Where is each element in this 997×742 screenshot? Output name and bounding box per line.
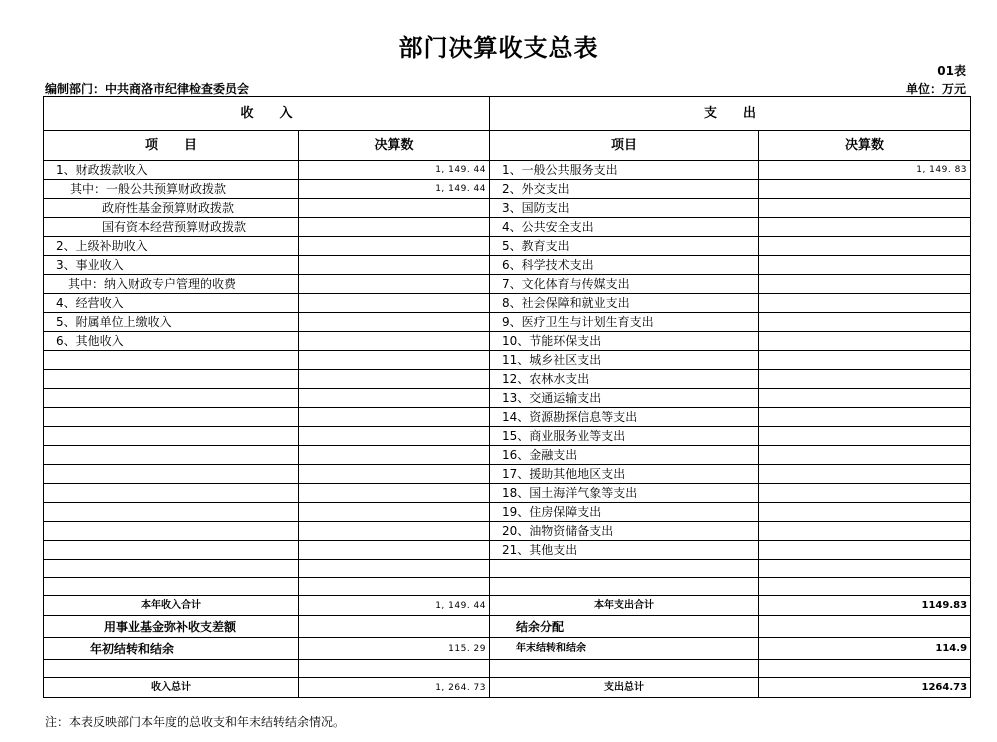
- expense-amount: [759, 484, 971, 503]
- expense-item: 13、交通运输支出: [490, 389, 759, 408]
- income-item: 国有资本经营预算财政拨款: [44, 218, 299, 237]
- expense-amount: [759, 332, 971, 351]
- surplus-dist-label: 结余分配: [490, 616, 759, 638]
- expense-item: 15、商业服务业等支出: [490, 427, 759, 446]
- expense-amount: [759, 218, 971, 237]
- income-amount: [299, 313, 490, 332]
- table-row: [44, 446, 971, 465]
- income-item: [44, 522, 299, 541]
- table-row: [44, 503, 971, 522]
- table-row: [44, 408, 971, 427]
- table-row: [44, 465, 971, 484]
- income-amount: [299, 522, 490, 541]
- income-item: [44, 578, 299, 596]
- income-amount: 1, 149. 44: [299, 180, 490, 199]
- expense-amount: [759, 408, 971, 427]
- table-row: [44, 351, 971, 370]
- income-item: [44, 503, 299, 522]
- expense-amount: [759, 313, 971, 332]
- expense-grand-value: 1264.73: [759, 678, 971, 698]
- income-item: 2、上级补助收入: [44, 237, 299, 256]
- income-amount: [299, 370, 490, 389]
- table-row: [44, 275, 971, 294]
- grand-total-row: [44, 678, 971, 698]
- table-row: [44, 237, 971, 256]
- expense-amount: [759, 522, 971, 541]
- expense-amount: [759, 503, 971, 522]
- income-item: 1、财政拨款收入: [44, 161, 299, 180]
- income-amount: [299, 294, 490, 313]
- surplus-dist-value: [759, 616, 971, 638]
- table-row: [44, 370, 971, 389]
- table-row: [44, 578, 971, 596]
- expense-amount: [759, 370, 971, 389]
- expense-item: 20、油物资储备支出: [490, 522, 759, 541]
- income-item: 6、其他收入: [44, 332, 299, 351]
- expense-item: 12、农林水支出: [490, 370, 759, 389]
- income-item: 4、经营收入: [44, 294, 299, 313]
- income-amount: [299, 218, 490, 237]
- income-grand-label: 收入总计: [44, 678, 299, 698]
- income-amount: 1, 149. 44: [299, 161, 490, 180]
- expense-item: 10、节能环保支出: [490, 332, 759, 351]
- end-carry-label: 年末结转和结余: [490, 638, 759, 660]
- expense-item: 11、城乡社区支出: [490, 351, 759, 370]
- income-amount: [299, 199, 490, 218]
- income-item: [44, 465, 299, 484]
- income-amount: [299, 427, 490, 446]
- col-amount-left: 决算数: [299, 131, 490, 161]
- expense-item: 3、国防支出: [490, 199, 759, 218]
- column-header-row: [44, 131, 971, 161]
- income-amount: [299, 408, 490, 427]
- annual-total-row: [44, 596, 971, 616]
- table-row: [44, 522, 971, 541]
- income-amount: [299, 541, 490, 560]
- income-item: [44, 351, 299, 370]
- expense-amount: [759, 541, 971, 560]
- income-total-value: 1, 149. 44: [299, 596, 490, 616]
- income-amount: [299, 256, 490, 275]
- expense-grand-label: 支出总计: [490, 678, 759, 698]
- income-amount: [299, 446, 490, 465]
- income-amount: [299, 332, 490, 351]
- begin-carry-value: 115. 29: [299, 638, 490, 660]
- table-row: [44, 161, 971, 180]
- expense-amount: 1, 149. 83: [759, 161, 971, 180]
- income-item: 3、事业收入: [44, 256, 299, 275]
- table-row: [44, 389, 971, 408]
- table-row: [44, 541, 971, 560]
- begin-carry-label: 年初结转和结余: [44, 638, 299, 660]
- table-row: [44, 560, 971, 578]
- table-row: [44, 484, 971, 503]
- expense-item: 5、教育支出: [490, 237, 759, 256]
- income-header: 收 入: [44, 97, 490, 131]
- income-amount: [299, 503, 490, 522]
- income-amount: [299, 465, 490, 484]
- table-row: [44, 199, 971, 218]
- fund-gap-value: [299, 616, 490, 638]
- table-row: [44, 256, 971, 275]
- expense-total-value: 1149.83: [759, 596, 971, 616]
- expense-amount: [759, 256, 971, 275]
- expense-item: 17、援助其他地区支出: [490, 465, 759, 484]
- expense-amount: [759, 199, 971, 218]
- expense-item: 16、金融支出: [490, 446, 759, 465]
- table-number: 01表: [937, 64, 966, 78]
- expense-item: 18、国土海洋气象等支出: [490, 484, 759, 503]
- income-item: 其中：一般公共预算财政拨款: [44, 180, 299, 199]
- expense-amount: [759, 427, 971, 446]
- expense-amount: [759, 465, 971, 484]
- footnote: 注：本表反映部门本年度的总收支和年末结转结余情况。: [45, 715, 346, 729]
- table-row: [44, 218, 971, 237]
- expense-amount: [759, 237, 971, 256]
- table-row: [44, 332, 971, 351]
- expense-item: [490, 578, 759, 596]
- page-title: 部门决算收支总表: [398, 33, 599, 62]
- expense-amount: [759, 578, 971, 596]
- income-item: [44, 389, 299, 408]
- department-label: 编制部门：中共商洛市纪律检查委员会: [45, 82, 250, 96]
- expense-item: 21、其他支出: [490, 541, 759, 560]
- col-item-left: 项 目: [44, 131, 299, 161]
- expense-item: 6、科学技术支出: [490, 256, 759, 275]
- expense-item: 9、医疗卫生与计划生育支出: [490, 313, 759, 332]
- income-amount: [299, 237, 490, 256]
- unit-label: 单位：万元: [905, 82, 966, 96]
- table-row: [44, 180, 971, 199]
- col-item-right: 项目: [490, 131, 759, 161]
- income-grand-value: 1, 264. 73: [299, 678, 490, 698]
- section-header-row: [44, 97, 971, 131]
- table-row: [44, 313, 971, 332]
- expense-item: 14、资源勘探信息等支出: [490, 408, 759, 427]
- expense-amount: [759, 389, 971, 408]
- expense-item: 19、住房保障支出: [490, 503, 759, 522]
- income-item: [44, 408, 299, 427]
- expense-item: 2、外交支出: [490, 180, 759, 199]
- income-item: [44, 560, 299, 578]
- income-item: [44, 484, 299, 503]
- expense-amount: [759, 275, 971, 294]
- col-amount-right: 决算数: [759, 131, 971, 161]
- expense-item: 4、公共安全支出: [490, 218, 759, 237]
- expense-total-label: 本年支出合计: [490, 596, 759, 616]
- expense-header: 支 出: [490, 97, 971, 131]
- expense-amount: [759, 351, 971, 370]
- expense-amount: [759, 560, 971, 578]
- expense-amount: [759, 180, 971, 199]
- fund-gap-row: [44, 616, 971, 638]
- expense-amount: [759, 294, 971, 313]
- income-item: [44, 427, 299, 446]
- income-item: [44, 446, 299, 465]
- income-item: 政府性基金预算财政拨款: [44, 199, 299, 218]
- fund-gap-label: 用事业基金弥补收支差额: [44, 616, 299, 638]
- income-item: [44, 370, 299, 389]
- income-amount: [299, 560, 490, 578]
- income-amount: [299, 389, 490, 408]
- carryover-row: [44, 638, 971, 660]
- income-item: 其中：纳入财政专户管理的收费: [44, 275, 299, 294]
- income-item: 5、附属单位上缴收入: [44, 313, 299, 332]
- expense-amount: [759, 446, 971, 465]
- blank-row: [44, 660, 971, 678]
- table-row: [44, 294, 971, 313]
- summary-table: [43, 96, 971, 698]
- income-amount: [299, 275, 490, 294]
- income-amount: [299, 351, 490, 370]
- expense-item: 7、文化体育与传媒支出: [490, 275, 759, 294]
- income-item: [44, 541, 299, 560]
- income-total-label: 本年收入合计: [44, 596, 299, 616]
- table-row: [44, 427, 971, 446]
- income-amount: [299, 578, 490, 596]
- income-amount: [299, 484, 490, 503]
- expense-item: 1、一般公共服务支出: [490, 161, 759, 180]
- expense-item: 8、社会保障和就业支出: [490, 294, 759, 313]
- end-carry-value: 114.9: [759, 638, 971, 660]
- expense-item: [490, 560, 759, 578]
